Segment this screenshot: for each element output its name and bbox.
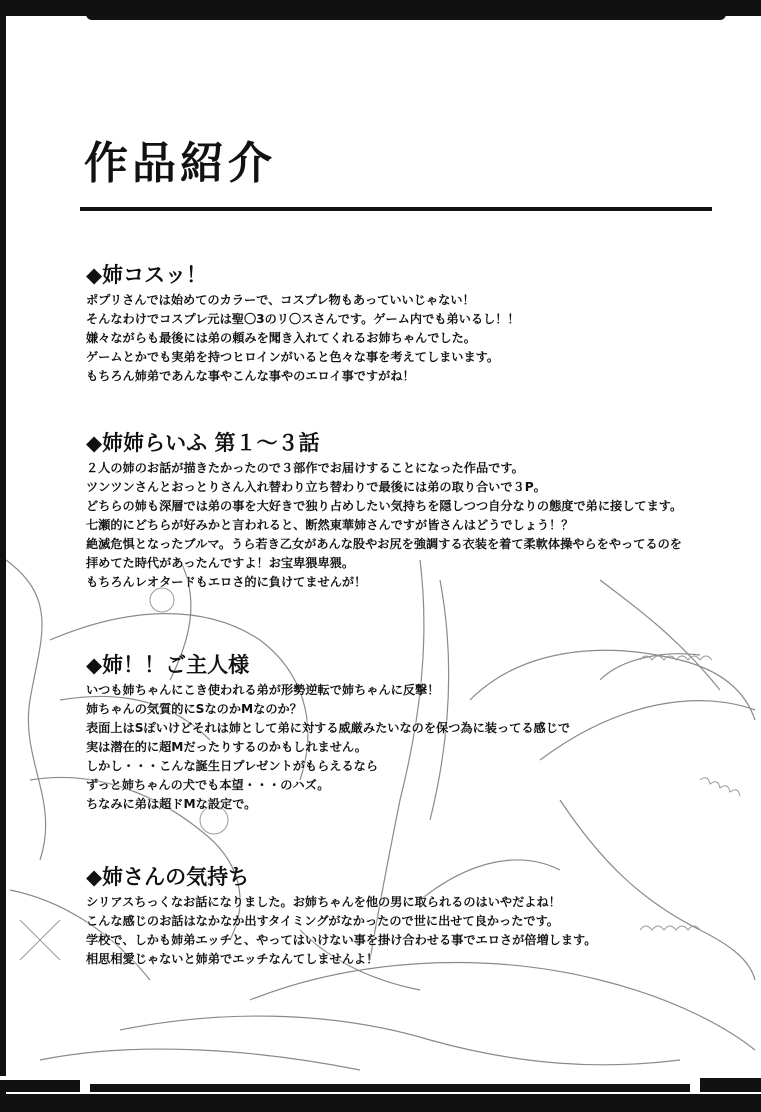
- section-line: ちなみに弟は超ドMな設定で。: [86, 797, 257, 812]
- section-line: もちろんレオタードもエロさ的に負けてませんが！: [86, 575, 367, 590]
- section-heading: ◆姉姉らいふ 第１～３話: [86, 431, 320, 455]
- section-line: いつも姉ちゃんにこき使われる弟が形勢逆転で姉ちゃんに反撃！: [86, 683, 440, 698]
- section-line: 姉ちゃんの気質的にSなのかMなのか？: [86, 702, 302, 717]
- section-nesan-no-kimochi: [86, 864, 726, 969]
- page-title: 作品紹介: [84, 138, 276, 189]
- section-line: 学校で、しかも姉弟エッチと、やってはいけない事を掛け合わせる事でエロさが倍増します。: [86, 933, 597, 948]
- section-heading: ◆姉！！ご主人様: [86, 653, 250, 677]
- top-border-notch: [86, 12, 726, 20]
- section-ane-cos: [86, 262, 726, 386]
- section-line: ずっと姉ちゃんの犬でも本望・・・のハズ。: [86, 778, 330, 793]
- section-line: 相思相愛じゃないと姉弟でエッチなんてしませんよ！: [86, 952, 379, 967]
- section-line: ポプリさんでは始めてのカラーで、コスプレ物もあっていいじゃない！: [86, 293, 475, 308]
- section-line: 表面上はSぽいけどそれは姉として弟に対する威厳みたいなのを保つ為に装ってる感じで: [86, 721, 571, 736]
- section-line: こんな感じのお話はなかなか出すタイミングがなかったので世に出せて良かったです。: [86, 914, 559, 929]
- section-line: シリアスちっくなお話になりました。お姉ちゃんを他の男に取られるのはいやだよね！: [86, 895, 561, 910]
- section-goshujin-sama: [86, 652, 726, 814]
- section-heading: ◆姉さんの気持ち: [86, 865, 250, 889]
- section-heading: ◆姉コスッ！: [86, 263, 207, 287]
- section-line: 実は潜在的に超Mだったりするのかもしれません。: [86, 740, 367, 755]
- section-line: 七瀬的にどちらが好みかと言われると、断然東華姉さんですが皆さんはどうでしょう！？: [86, 518, 574, 533]
- section-line: そんなわけでコスプレ元は聖〇3のリ〇スさんです。ゲーム内でも弟いるし！！: [86, 312, 520, 327]
- bottom-border-stripe: [0, 1076, 761, 1092]
- section-line: しかし・・・こんな誕生日プレゼントがもらえるなら: [86, 759, 379, 774]
- title-underline: [80, 207, 712, 211]
- section-line: ゲームとかでも実弟を持つヒロインがいると色々な事を考えてしまいます。: [86, 350, 500, 365]
- section-line: ツンツンさんとおっとりさん入れ替わり立ち替わりで最後には弟の取り合いで３P。: [86, 480, 546, 495]
- section-line: どちらの姉も深層では弟の事を大好きで独り占めしたい気持ちを隠しつつ自分なりの態度で弟に接してます。: [86, 499, 683, 514]
- section-line: 絶滅危惧となったブルマ。うら若き乙女があんな股やお尻を強調する衣装を着て柔軟体操やらをやってるのを: [86, 537, 682, 552]
- section-line: 嫌々ながらも最後には弟の頼みを聞き入れてくれるお姉ちゃんでした。: [86, 331, 476, 346]
- section-line: 拝めてた時代があったんですよ！お宝卑猥卑猥。: [86, 556, 355, 571]
- section-line: ２人の姉のお話が描きたかったので３部作でお届けすることになった作品です。: [86, 461, 524, 476]
- section-ane-ane-life: [86, 430, 726, 592]
- bottom-border-bar: [0, 1094, 761, 1112]
- section-line: もちろん姉弟であんな事やこんな事やのエロイ事ですがね！: [86, 369, 415, 384]
- left-border: [0, 0, 6, 1112]
